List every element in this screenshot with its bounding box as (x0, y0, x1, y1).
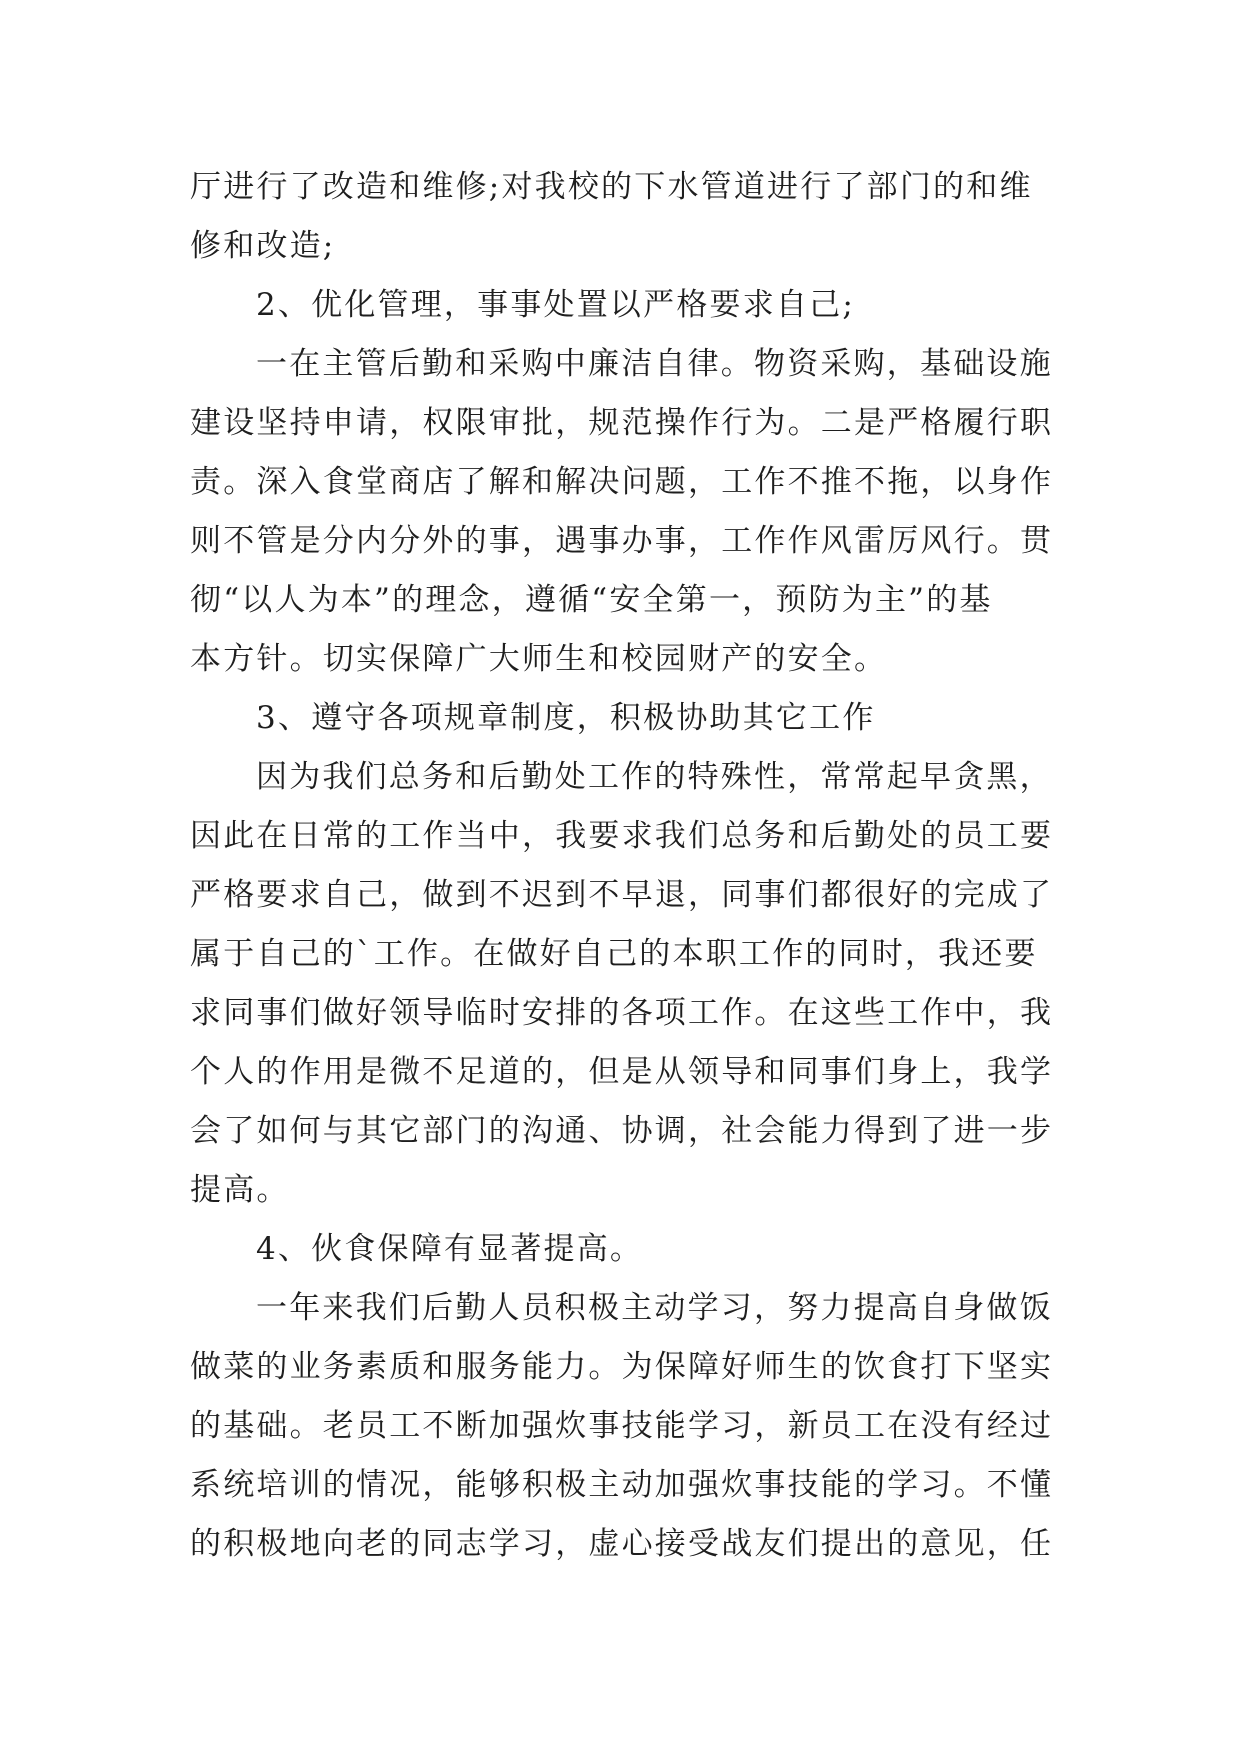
text-line: 个人的作用是微不足道的，但是从领导和同事们身上，我学 (190, 1054, 1054, 1090)
paragraph-rules (190, 748, 1070, 1220)
text-line: 的积极地向老的同志学习，虚心接受战友们提出的意见，任 (190, 1526, 1054, 1562)
text-line: 一年来我们后勤人员积极主动学习，努力提高自身做饭 (256, 1290, 1053, 1326)
heading-text: 4、伙食保障有显著提高。 (256, 1231, 644, 1267)
text-line: 建设坚持申请，权限审批，规范操作行为。二是严格履行职 (190, 405, 1054, 441)
text-line: 属于自己的`工作。在做好自己的本职工作的同时，我还要 (190, 936, 1038, 972)
text-line: 一在主管后勤和采购中廉洁自律。物资采购，基础设施 (256, 346, 1053, 382)
text-line: 因为我们总务和后勤处工作的特殊性，常常起早贪黑， (256, 759, 1053, 795)
heading-text: 3、遵守各项规章制度，积极协助其它工作 (256, 700, 876, 736)
text-line: 因此在日常的工作当中，我要求我们总务和后勤处的员工要 (190, 818, 1054, 854)
text-line: 修和改造; (190, 228, 336, 264)
paragraph-catering (190, 1279, 1070, 1574)
text-line: 责。深入食堂商店了解和解决问题，工作不推不拖，以身作 (190, 464, 1054, 500)
text-line: 系统培训的情况，能够积极主动加强炊事技能的学习。不懂 (190, 1467, 1054, 1503)
paragraph-continuation (190, 158, 1070, 276)
text-line: 做菜的业务素质和服务能力。为保障好师生的饮食打下坚实 (190, 1349, 1054, 1385)
text-line: 彻“以人为本”的理念，遵循“安全第一，预防为主”的基 (190, 582, 993, 618)
body-text (190, 158, 1070, 1574)
text-line: 则不管是分内分外的事，遇事办事，工作作风雷厉风行。贯 (190, 523, 1054, 559)
text-line: 本方针。切实保障广大师生和校园财产的安全。 (190, 641, 888, 677)
text-line: 求同事们做好领导临时安排的各项工作。在这些工作中，我 (190, 995, 1054, 1031)
text-line: 厅进行了改造和维修;对我校的下水管道进行了部门的和维 (190, 169, 1033, 205)
section-heading-3 (190, 689, 1070, 748)
section-heading-2 (190, 276, 1070, 335)
text-line: 的基础。老员工不断加强炊事技能学习，新员工在没有经过 (190, 1408, 1054, 1444)
text-line: 严格要求自己，做到不迟到不早退，同事们都很好的完成了 (190, 877, 1054, 913)
heading-text: 2、优化管理，事事处置以严格要求自己; (256, 287, 855, 323)
section-heading-4 (190, 1220, 1070, 1279)
text-line: 提高。 (190, 1172, 290, 1208)
text-line: 会了如何与其它部门的沟通、协调，社会能力得到了进一步 (190, 1113, 1054, 1149)
paragraph-procurement (190, 335, 1070, 689)
